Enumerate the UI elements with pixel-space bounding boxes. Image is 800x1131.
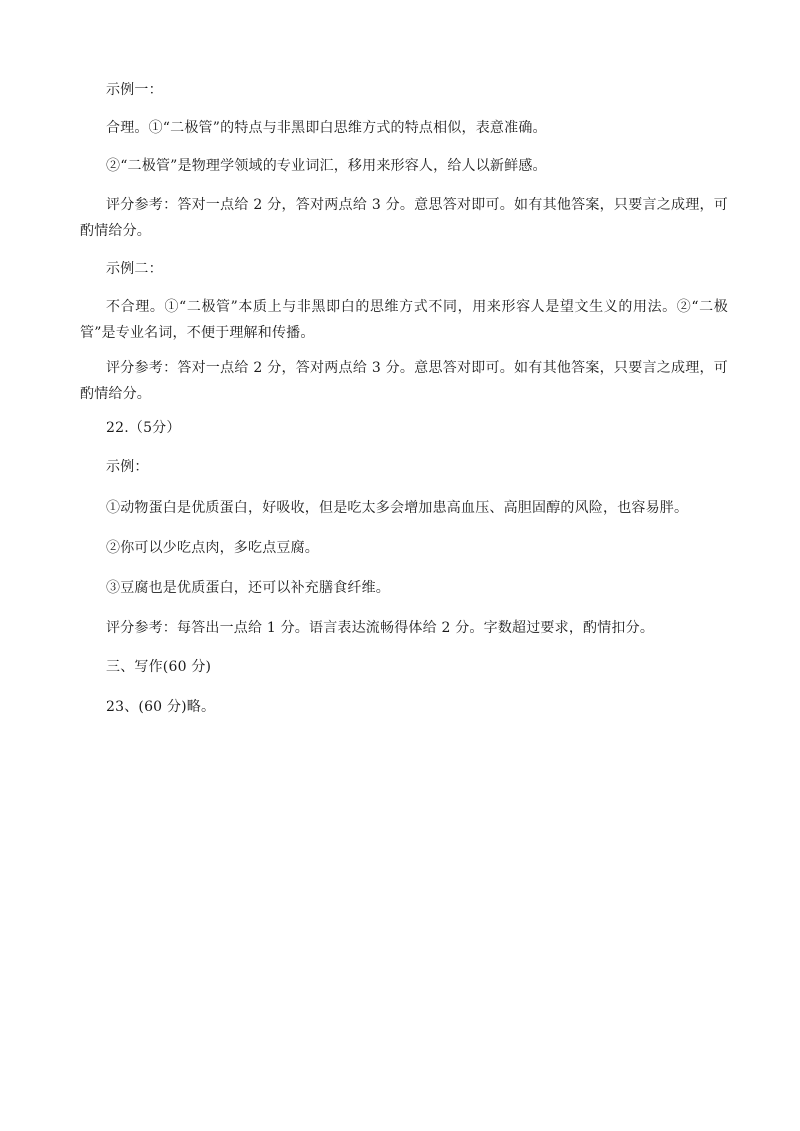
question-23: 23、(60 分)略。 [106, 699, 216, 715]
scoring-reference-one: 评分参考：答对一点给 2 分，答对两点给 3 分。意思答对即可。如有其他答案，只要言之成理，可酌情给分。 [80, 197, 728, 239]
answer-paragraph-unreasonable: 不合理。①“二极管”本质上与非黑即白的思维方式不同，用来形容人是望文生义的用法。②“二极管”是专业名词，不便于理解和传播。 [80, 299, 728, 341]
answer-paragraph-point-two: ②“二极管”是物理学领域的专业词汇，移用来形容人，给人以新鲜感。 [106, 158, 547, 174]
example-two-heading: 示例二： [106, 261, 163, 277]
answer-point-two: ②你可以少吃点肉，多吃点豆腐。 [106, 540, 319, 556]
answer-point-one: ①动物蛋白是优质蛋白，好吸收，但是吃太多会增加患高血压、高胆固醇的风险，也容易胖。 [106, 500, 689, 516]
answer-point-three: ③豆腐也是优质蛋白，还可以补充膳食纤维。 [106, 580, 390, 596]
section-writing-heading: 三、写作(60 分) [106, 659, 212, 675]
question-22-heading: 22.（5分） [106, 420, 181, 436]
scoring-reference-three: 评分参考：每答出一点给 1 分。语言表达流畅得体给 2 分。字数超过要求，酌情扣分。 [106, 620, 655, 636]
answer-paragraph-reasonable: 合理。①“二极管”的特点与非黑即白思维方式的特点相似，表意准确。 [106, 120, 547, 136]
example-heading: 示例： [106, 459, 149, 475]
scoring-reference-two: 评分参考：答对一点给 2 分，答对两点给 3 分。意思答对即可。如有其他答案，只要言之成理，可酌情给分。 [80, 360, 728, 402]
example-one-heading: 示例一： [106, 82, 163, 98]
